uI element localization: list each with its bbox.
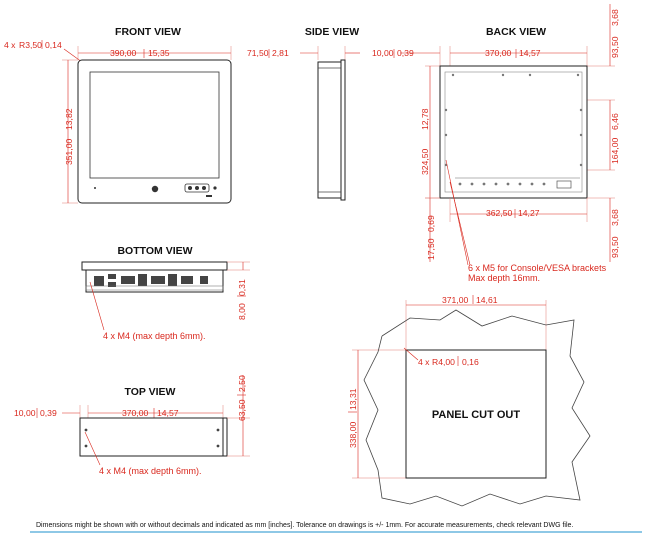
side-bezel (341, 60, 345, 200)
front-corner-radius-in: 0,14 (45, 40, 62, 50)
back-height-in: 12,78 (420, 108, 430, 130)
top-view (14, 375, 250, 476)
front-view (4, 26, 231, 203)
cutout-width-mm: 371,00 (442, 295, 469, 305)
top-width-in: 14,57 (157, 408, 179, 418)
back-top-offset-in: 3,68 (610, 9, 620, 26)
back-view-title: BACK VIEW (485, 26, 547, 38)
back-left-offset-mm: 10,00 (372, 48, 394, 58)
back-view (372, 4, 620, 283)
cutout-title: PANEL CUT OUT (431, 409, 521, 421)
front-button-1-icon (188, 186, 192, 190)
top-view-title: TOP VIEW (124, 386, 176, 398)
top-left-offset-in: 0,39 (40, 408, 57, 418)
top-body (80, 418, 227, 456)
front-screen (90, 72, 219, 178)
front-led-icon (94, 187, 96, 189)
side-body (318, 62, 341, 198)
bottom-view (82, 245, 250, 341)
front-logo-icon (152, 186, 158, 192)
bottom-bezel (82, 262, 227, 270)
back-top-offset-mm: 93,50 (610, 36, 620, 58)
top-bezel (223, 418, 227, 456)
back-mid-a-in: 6,46 (610, 113, 620, 130)
front-button-2-icon (195, 186, 199, 190)
top-depth-mm: 63,50 (237, 399, 247, 421)
top-screw-note: 4 x M4 (max depth 6mm). (99, 466, 202, 476)
top-left-offset-mm: 10,00 (14, 408, 36, 418)
front-button-3-icon (202, 186, 206, 190)
front-height-in: 13,82 (64, 108, 74, 130)
back-top-width-in: 14,57 (519, 48, 541, 58)
footer-note: Dimensions might be shown with or without decimals and indicated as mm [inches]. Tolerance on drawings is +/- 1mm. For accurate measurements, check relevant DWG file. (36, 522, 574, 529)
front-corner-radius: R3,50 (19, 40, 42, 50)
bottom-screw-note: 4 x M4 (max depth 6mm). (103, 331, 206, 341)
cutout-height-mm: 338,00 (348, 421, 358, 448)
back-bottom-width-mm: 362,50 (486, 208, 513, 218)
top-width-mm: 370,00 (122, 408, 149, 418)
bottom-depth-in: 0,31 (237, 279, 247, 296)
panel-cutout (348, 295, 590, 506)
back-vesa-note-line1: 6 x M5 for Console/VESA brackets (468, 263, 607, 273)
back-vesa-note-line2: Max depth 16mm. (468, 273, 541, 283)
cutout-corner-radius-in: 0,16 (462, 357, 479, 367)
side-depth-mm: 71,50 (247, 48, 269, 58)
front-height-mm: 351,00 (64, 138, 74, 165)
front-view-title: FRONT VIEW (115, 26, 181, 38)
back-mid-a-mm: 164,00 (610, 137, 620, 164)
front-width-mm: 390,00 (110, 48, 137, 58)
side-depth-in: 2,81 (272, 48, 289, 58)
side-view-title: SIDE VIEW (304, 26, 360, 38)
back-bottom-left-in: 0,69 (426, 215, 436, 232)
back-height-mm: 324,50 (420, 148, 430, 175)
back-bottom-width-in: 14,27 (518, 208, 540, 218)
bottom-depth-mm: 8,00 (237, 303, 247, 320)
cutout-corner-radius: R4,00 (432, 357, 455, 367)
side-view (247, 26, 360, 200)
back-left-offset-in: 0,39 (397, 48, 414, 58)
cutout-corner-count: 4 x (418, 357, 430, 367)
cutout-width-in: 14,61 (476, 295, 498, 305)
back-bottom-offset-in: 3,68 (610, 209, 620, 226)
back-bottom-offset-mm: 93,50 (610, 236, 620, 258)
cutout-height-in: 13,31 (348, 388, 358, 410)
front-width-in: 15,35 (148, 48, 170, 58)
front-corner-count: 4 x (4, 40, 16, 50)
back-bottom-left-mm: 17,50 (426, 238, 436, 260)
front-button-4-icon (213, 186, 216, 189)
top-depth-in: 2,50 (237, 375, 247, 392)
back-top-width-mm: 370,00 (485, 48, 512, 58)
bottom-view-title: BOTTOM VIEW (117, 245, 193, 257)
